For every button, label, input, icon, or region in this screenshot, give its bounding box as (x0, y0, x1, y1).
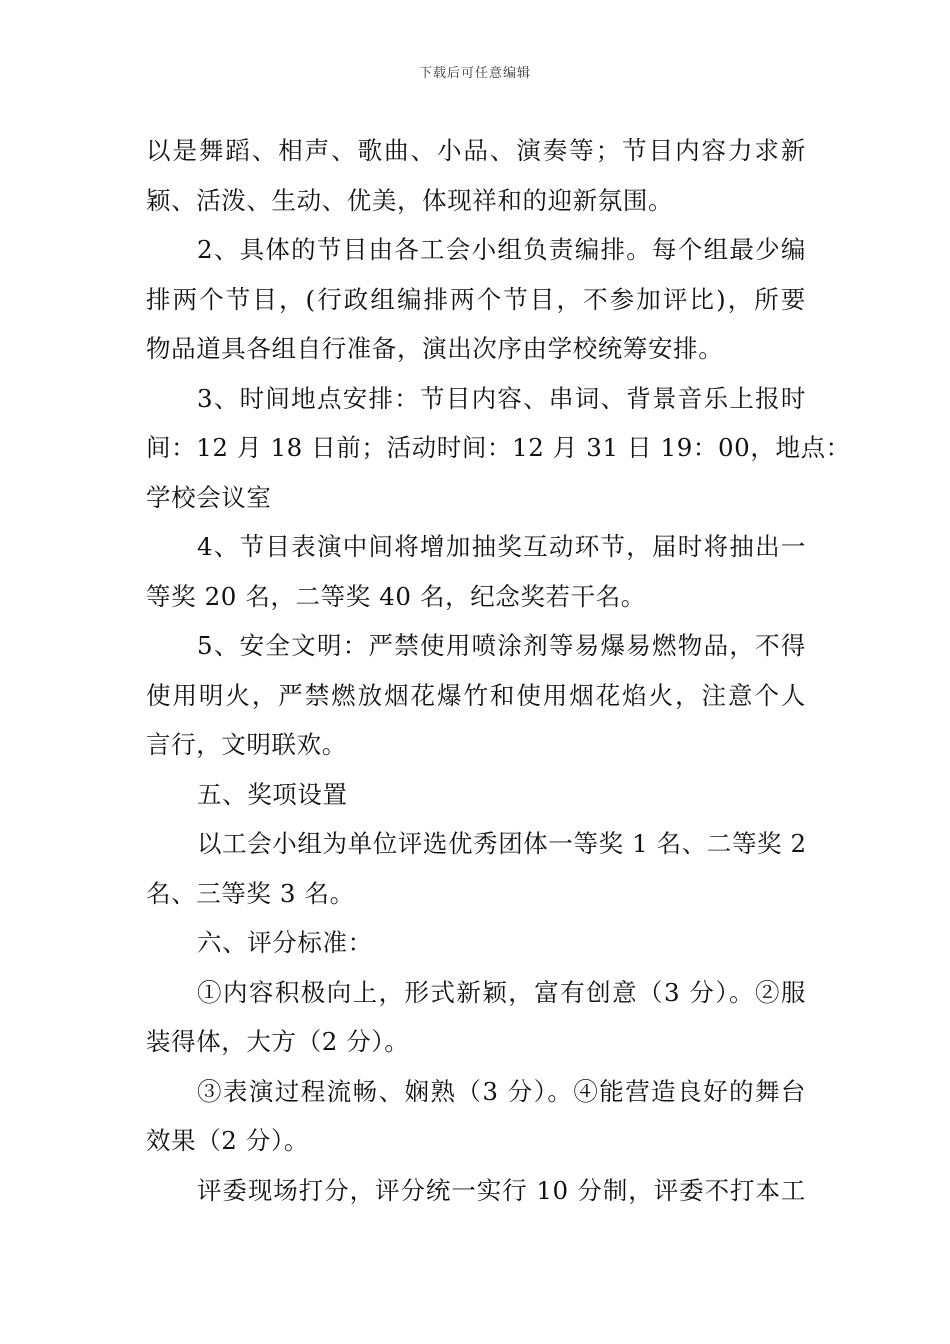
text-line: 效果（2 分）。 (146, 1126, 309, 1155)
text-line: 3、时间地点安排：节目内容、串词、背景音乐上报时 (197, 383, 806, 413)
text-line: 六、评分标准： (197, 928, 373, 957)
text-line: 言行，文明联欢。 (146, 730, 347, 759)
document-body (146, 126, 851, 1215)
text-line: 4、节目表演中间将增加抽奖互动环节，届时将抽出一 (197, 532, 806, 561)
page-header: 下载后可任意编辑 (418, 66, 531, 81)
text-line: 颖、活泼、生动、优美，体现祥和的迎新氛围。 (146, 185, 674, 215)
text-line: 以是舞蹈、相声、歌曲、小品、演奏等；节目内容力求新 (146, 136, 806, 165)
text-line: 物品道具各组自行准备，演出次序由学校统筹安排。 (146, 334, 724, 363)
text-line: 排两个节目，(行政组编排两个节目，不参加评比)，所要 (146, 284, 806, 314)
text-line: 名、三等奖 3 名。 (146, 878, 355, 908)
text-line: 间：12 月 18 日前；活动时间：12 月 31 日 19：00，地点： (146, 433, 851, 462)
text-line: 学校会议室 (146, 482, 272, 512)
text-line: 评委现场打分，评分统一实行 10 分制，评委不打本工 (197, 1175, 806, 1205)
text-line: 5、安全文明：严禁使用喷涂剂等易爆易燃物品，不得 (197, 631, 806, 660)
text-line: 2、具体的节目由各工会小组负责编排。每个组最少编 (197, 235, 806, 264)
text-line: 五、奖项设置 (197, 779, 348, 809)
text-line: 以工会小组为单位评选优秀团体一等奖 1 名、二等奖 2 (197, 829, 807, 858)
text-line: 使用明火，严禁燃放烟花爆竹和使用烟花焰火，注意个人 (146, 680, 806, 710)
text-line: 装得体，大方（2 分）。 (146, 1027, 410, 1056)
text-line: ①内容积极向上，形式新颖，富有创意（3 分）。②服 (197, 977, 806, 1007)
text-line: 等奖 20 名，二等奖 40 名，纪念奖若干名。 (146, 581, 646, 611)
text-line: ③表演过程流畅、娴熟（3 分）。④能营造良好的舞台 (197, 1076, 806, 1106)
